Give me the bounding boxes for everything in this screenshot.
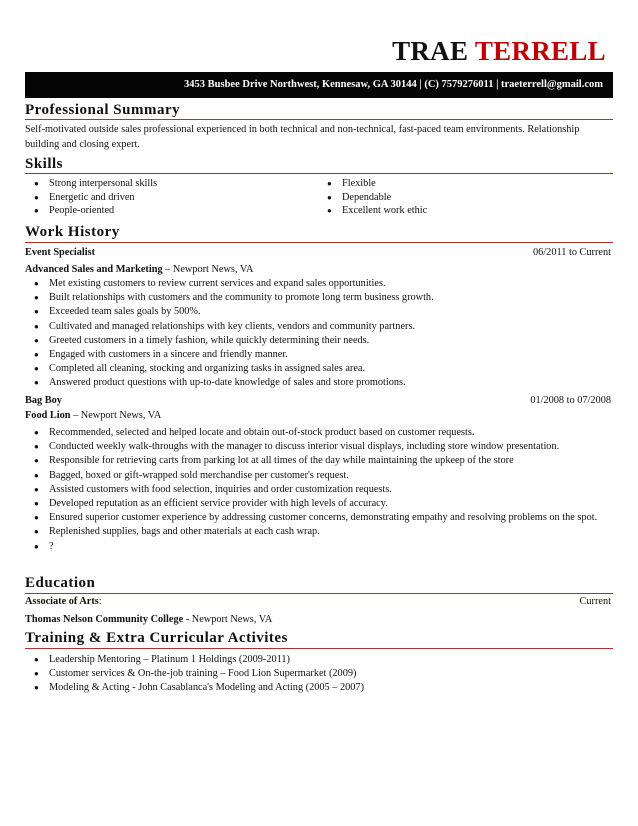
- list-item: ● Met existing customers to review current services and expand sales opportunities.: [25, 277, 605, 291]
- list-item: ● Replenished supplies, bags and other materials at each cash wrap.: [25, 525, 605, 539]
- candidate-name: [392, 36, 606, 66]
- company-name: Advanced Sales and Marketing: [25, 264, 163, 275]
- training-divider: [25, 648, 613, 649]
- job-title: Event Specialist: [25, 247, 96, 258]
- list-item: ● Answered product questions with up-to-date knowledge of sales and store promotions.: [25, 376, 605, 390]
- company-name: Food Lion: [25, 410, 71, 421]
- job-bullets: [25, 277, 605, 391]
- list-item: ● Customer services & On-the-job training – Food Lion Supermarket (2009): [25, 667, 605, 681]
- contact-bar: 3453 Busbee Drive Northwest, Kennesaw, GA 30144 | (C) 7579276011 | traeterrell@gmail.com: [25, 72, 613, 98]
- list-item: ● Completed all cleaning, stocking and organizing tasks in assigned sales area.: [25, 362, 605, 376]
- list-item: ● Greeted customers in a timely fashion, while quickly determining their needs.: [25, 334, 605, 348]
- skills-left-list: [25, 177, 315, 218]
- list-item: ● Modeling & Acting - John Casablanca's Modeling and Acting (2005 – 2007): [25, 681, 605, 695]
- job-company: [25, 263, 253, 276]
- school-location: - Newport News, VA: [183, 614, 273, 625]
- list-item: ● Recommended, selected and helped locate and obtain out-of-stock product based on customer requests.: [25, 426, 605, 440]
- company-location: – Newport News, VA: [162, 264, 254, 275]
- list-item: ● Built relationships with customers and the community to promote long term business growth.: [25, 291, 605, 305]
- skill-item: ● Energetic and driven: [25, 191, 315, 205]
- job-company: [25, 409, 161, 422]
- degree-suffix: :: [98, 596, 102, 607]
- summary-heading: Professional Summary: [25, 102, 181, 118]
- list-item: ● Conducted weekly walk-throughs with the manager to discuss interior visual displays, including store window presentation.: [25, 440, 605, 454]
- education-heading: Education: [25, 575, 96, 591]
- education-status: Current: [579, 596, 611, 607]
- list-item: ● Developed reputation as an efficient service provider with high levels of accuracy.: [25, 497, 605, 511]
- job-dates: 01/2008 to 07/2008: [530, 395, 611, 406]
- skill-item: ● Strong interpersonal skills: [25, 177, 315, 191]
- work-divider: [25, 242, 613, 243]
- skills-divider: [25, 173, 613, 174]
- list-item: ● Cultivated and managed relationships with key clients, vendors and community partners.: [25, 320, 605, 334]
- job-dates: 06/2011 to Current: [533, 247, 611, 258]
- skill-item: ● Dependable: [318, 191, 608, 205]
- summary-text: Self-motivated outside sales professional experienced in both technical and non-technical, fast-paced team environments. Relationship building and closing expert.: [25, 124, 580, 150]
- list-item: ● Ensured superior customer experience by addressing customer concerns, demonstrating empathy and resolving problems on the spot.: [25, 511, 605, 525]
- summary-divider: [25, 119, 613, 120]
- list-item: ● Bagged, boxed or gift-wrapped sold merchandise per customer's request.: [25, 469, 605, 483]
- list-item: ● Engaged with customers in a sincere and friendly manner.: [25, 348, 605, 362]
- job-bullets: [25, 426, 605, 554]
- company-location: – Newport News, VA: [70, 410, 162, 421]
- skill-item: ● Flexible: [318, 177, 608, 191]
- education-divider: [25, 593, 613, 594]
- job-title: Bag Boy: [25, 395, 62, 406]
- school-line: [25, 613, 272, 626]
- school-name: Thomas Nelson Community College: [25, 614, 184, 625]
- degree-name: Associate of Arts: [25, 596, 99, 607]
- list-item: ● Responsible for retrieving carts from parking lot at all times of the day while maintaining the upkeep of the store: [25, 454, 605, 468]
- first-name: TRAE: [392, 36, 469, 66]
- training-heading: Training & Extra Curricular Activites: [25, 630, 288, 646]
- skills-heading: Skills: [25, 156, 64, 172]
- work-heading: Work History: [25, 224, 120, 240]
- degree-line: [25, 595, 102, 608]
- skill-item: ● People-oriented: [25, 204, 315, 218]
- skill-item: ● Excellent work ethic: [318, 204, 608, 218]
- training-list: [25, 653, 605, 696]
- list-item: ● Exceeded team sales goals by 500%.: [25, 305, 605, 319]
- list-item: ● Assisted customers with food selection, inquiries and order customization requests.: [25, 483, 605, 497]
- last-name: TERRELL: [474, 36, 606, 66]
- list-item: ● ?: [25, 540, 605, 554]
- skills-right-list: [318, 177, 608, 218]
- list-item: ● Leadership Mentoring – Platinum 1 Holdings (2009-2011): [25, 653, 605, 667]
